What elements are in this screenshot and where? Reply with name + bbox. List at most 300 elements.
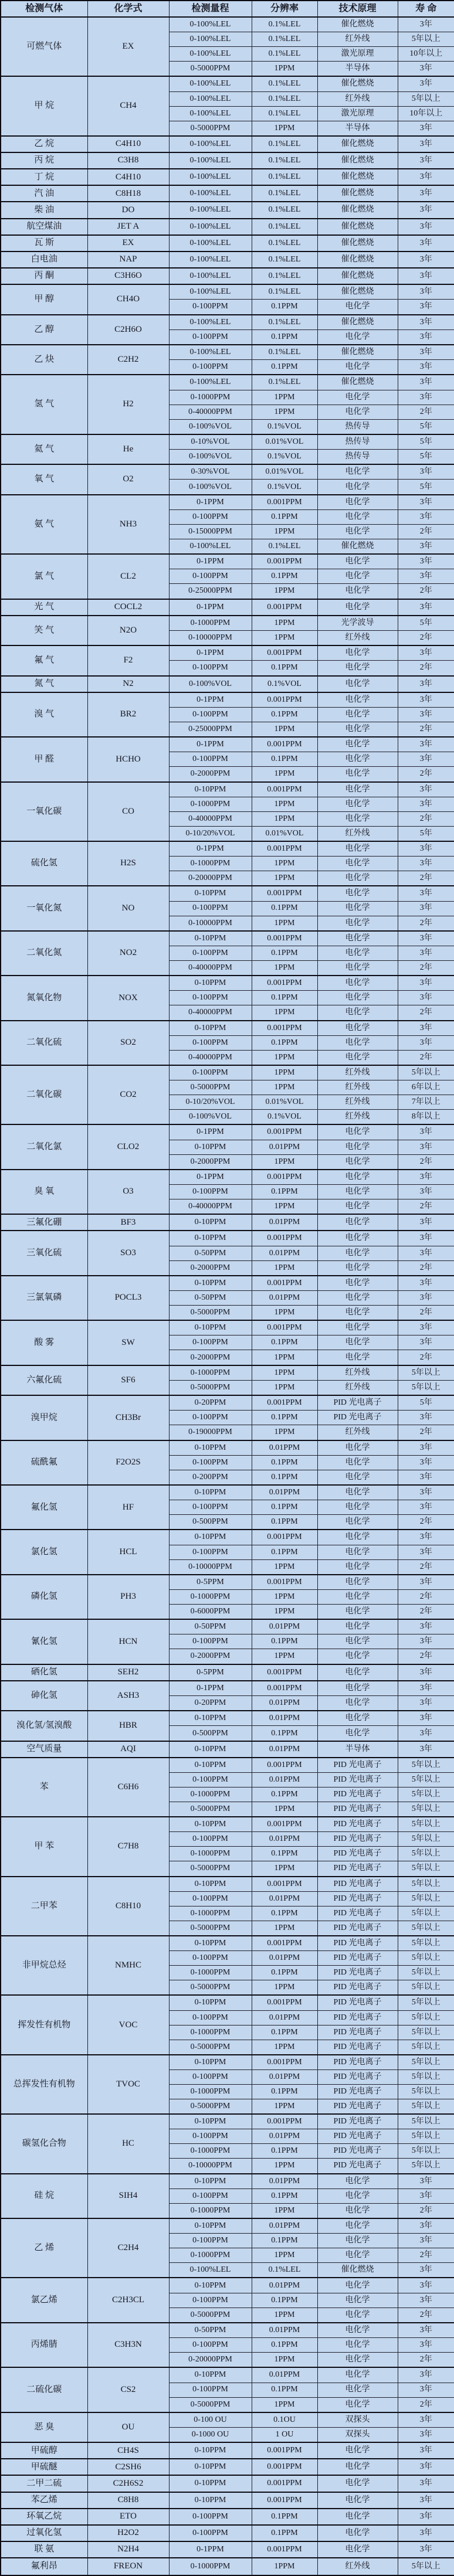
lifespan-cell: 3年 — [398, 1500, 454, 1515]
lifespan-cell: 2年 — [398, 1515, 454, 1530]
formula-cell: C2H6S2 — [87, 2475, 169, 2492]
gas-name-cell: 汽 油 — [1, 185, 87, 202]
gas-name-cell: 臭 氧 — [1, 1170, 87, 1214]
lifespan-cell: 3年 — [398, 185, 454, 202]
range-cell: 0-100 OU — [169, 2412, 252, 2428]
lifespan-cell: 3年 — [398, 17, 454, 32]
principle-cell: 电化学 — [317, 2188, 398, 2203]
range-cell: 0-100%LEL — [169, 47, 252, 62]
header-lifespan: 寿 命 — [398, 1, 454, 17]
range-cell: 0-1PPM — [169, 737, 252, 752]
principle-cell: 催化燃烧 — [317, 76, 398, 91]
range-cell: 0-100PPM — [169, 2525, 252, 2541]
resolution-cell: 0.1OU — [252, 2412, 317, 2428]
range-cell: 0-1PPM — [169, 1170, 252, 1185]
formula-cell: EX — [87, 235, 169, 252]
principle-cell: 电化学 — [317, 871, 398, 886]
gas-name-cell: 氮 气 — [1, 676, 87, 692]
lifespan-cell: 3年 — [398, 390, 454, 405]
lifespan-cell: 5年以上 — [398, 2085, 454, 2099]
range-cell: 0-20PPM — [169, 1696, 252, 1711]
range-cell: 0-1PPM — [169, 495, 252, 510]
formula-cell: C8H18 — [87, 185, 169, 202]
gas-name-cell: 二氧化碳 — [1, 1065, 87, 1124]
resolution-cell: 0.001PPM — [252, 1320, 317, 1335]
formula-cell: F2O2S — [87, 1440, 169, 1485]
principle-cell: 电化学 — [317, 1291, 398, 1306]
range-cell: 0-10PPM — [169, 1530, 252, 1545]
gas-name-cell: 氰化氢 — [1, 1619, 87, 1664]
resolution-cell: 1PPM — [252, 1802, 317, 1817]
gas-name-cell: 环氧乙烷 — [1, 2509, 87, 2525]
range-cell: 0-1000PPM — [169, 1787, 252, 1802]
resolution-cell: 1PPM — [252, 1080, 317, 1095]
header-row — [1, 1, 454, 17]
lifespan-cell: 3年 — [398, 2509, 454, 2525]
resolution-cell: 0.1%LEL — [252, 539, 317, 554]
range-cell: 0-10PPM — [169, 1021, 252, 1036]
resolution-cell: 0.01PPM — [252, 1891, 317, 1906]
lifespan-cell: 5年以上 — [398, 1758, 454, 1773]
resolution-cell: 0.1%LEL — [252, 17, 317, 32]
formula-cell: HCN — [87, 1619, 169, 1664]
formula-cell: NO2 — [87, 931, 169, 976]
gas-name-cell: 溴 气 — [1, 692, 87, 737]
resolution-cell: 0.1PPM — [252, 2025, 317, 2040]
formula-cell: FREON — [87, 2558, 169, 2575]
lifespan-cell: 3年 — [398, 886, 454, 901]
resolution-cell: 0.01PPM — [252, 1773, 317, 1787]
range-cell: 0-1PPM — [169, 599, 252, 616]
principle-cell: 电化学 — [317, 1306, 398, 1321]
resolution-cell: 0.1%VOL — [252, 419, 317, 434]
formula-cell: C2SH6 — [87, 2459, 169, 2475]
principle-cell: 电化学 — [317, 857, 398, 871]
resolution-cell: 0.1PPM — [252, 1847, 317, 1861]
resolution-cell: 0.001PPM — [252, 2055, 317, 2070]
range-cell: 0-100%LEL — [169, 345, 252, 360]
table-row — [1, 886, 454, 901]
lifespan-cell: 2年 — [398, 1050, 454, 1065]
lifespan-cell: 2年 — [398, 722, 454, 737]
lifespan-cell: 3年 — [398, 782, 454, 797]
resolution-cell: 0.01PPM — [252, 1619, 317, 1634]
formula-cell: CH4O — [87, 284, 169, 314]
range-cell: 0-1PPM — [169, 692, 252, 708]
range-cell: 0-1000PPM — [169, 2558, 252, 2575]
lifespan-cell: 3年 — [398, 752, 454, 767]
range-cell: 0-10PPM — [169, 2442, 252, 2459]
lifespan-cell: 3年 — [398, 901, 454, 916]
principle-cell: 电化学 — [317, 599, 398, 616]
resolution-cell: 0.01%VOL — [252, 434, 317, 450]
range-cell: 0-5000PPM — [169, 2040, 252, 2055]
lifespan-cell: 5年以上 — [398, 2558, 454, 2575]
range-cell: 0-10PPM — [169, 782, 252, 797]
formula-cell: CLO2 — [87, 1124, 169, 1169]
table-row — [1, 616, 454, 631]
table-row — [1, 1276, 454, 1291]
principle-cell: 电化学 — [317, 676, 398, 692]
range-cell: 0-1000PPM — [169, 2203, 252, 2218]
range-cell: 0-10PPM — [169, 1231, 252, 1246]
lifespan-cell: 3年 — [398, 315, 454, 330]
lifespan-cell: 8年以上 — [398, 1110, 454, 1125]
gas-name-cell: 氯 气 — [1, 554, 87, 599]
principle-cell: 催化燃烧 — [317, 219, 398, 235]
gas-name-cell: 氦 气 — [1, 434, 87, 464]
lifespan-cell: 3年 — [398, 121, 454, 136]
formula-cell: HF — [87, 1485, 169, 1530]
lifespan-cell: 3年 — [398, 1335, 454, 1350]
lifespan-cell: 3年 — [398, 2293, 454, 2307]
resolution-cell: 0.1PPM — [252, 569, 317, 584]
lifespan-cell: 3年 — [398, 76, 454, 91]
lifespan-cell: 3年 — [398, 1411, 454, 1425]
resolution-cell: 1PPM — [252, 2099, 317, 2115]
range-cell: 0-100%LEL — [169, 136, 252, 152]
range-cell: 0-1PPM — [169, 1124, 252, 1140]
range-cell: 0-10PPM — [169, 1758, 252, 1773]
range-cell: 0-5000PPM — [169, 1980, 252, 1996]
resolution-cell: 0.1PPM — [252, 1906, 317, 1921]
lifespan-cell: 5年以上 — [398, 2025, 454, 2040]
principle-cell: 催化燃烧 — [317, 17, 398, 32]
formula-cell: VOC — [87, 1995, 169, 2054]
lifespan-cell: 3年 — [398, 2442, 454, 2459]
principle-cell: 电化学 — [317, 797, 398, 811]
principle-cell: 电化学 — [317, 1035, 398, 1050]
lifespan-cell: 2年 — [398, 1605, 454, 1620]
formula-cell: SEH2 — [87, 1664, 169, 1681]
principle-cell: 电化学 — [317, 390, 398, 405]
principle-cell: 电化学 — [317, 661, 398, 676]
lifespan-cell: 5年以上 — [398, 1380, 454, 1395]
formula-cell: H2O2 — [87, 2525, 169, 2541]
lifespan-cell: 3年 — [398, 1664, 454, 1681]
resolution-cell: 0.001PPM — [252, 1877, 317, 1892]
resolution-cell: 0.01PPM — [252, 2323, 317, 2338]
table-row — [1, 1741, 454, 1758]
gas-name-cell: 光 气 — [1, 599, 87, 616]
resolution-cell: 0.001PPM — [252, 495, 317, 510]
table-row — [1, 782, 454, 797]
range-cell: 0-50PPM — [169, 1291, 252, 1306]
formula-cell: JET A — [87, 219, 169, 235]
principle-cell: 电化学 — [317, 1335, 398, 1350]
formula-cell: SO3 — [87, 1231, 169, 1275]
formula-cell: C2H2 — [87, 345, 169, 375]
lifespan-cell: 2年 — [398, 811, 454, 826]
lifespan-cell: 5年 — [398, 434, 454, 450]
lifespan-cell: 5年以上 — [398, 32, 454, 47]
range-cell: 0-100PPM — [169, 1545, 252, 1559]
formula-cell: SF6 — [87, 1365, 169, 1395]
principle-cell: 红外线 — [317, 1110, 398, 1125]
range-cell: 0-20PPM — [169, 1395, 252, 1411]
resolution-cell: 1PPM — [252, 1980, 317, 1996]
gas-name-cell: 瓦 斯 — [1, 235, 87, 252]
resolution-cell: 1PPM — [252, 1861, 317, 1877]
gas-name-cell: 三氟化硼 — [1, 1214, 87, 1231]
principle-cell: PID 光电离子 — [317, 1966, 398, 1980]
formula-cell: NO — [87, 886, 169, 930]
resolution-cell: 1PPM — [252, 871, 317, 886]
principle-cell: 电化学 — [317, 2475, 398, 2492]
resolution-cell: 0.1PPM — [252, 1634, 317, 1649]
lifespan-cell: 3年 — [398, 2278, 454, 2293]
table-row — [1, 692, 454, 708]
principle-cell: 电化学 — [317, 692, 398, 708]
range-cell: 0-1PPM — [169, 554, 252, 569]
principle-cell: 电化学 — [317, 1726, 398, 1741]
resolution-cell: 0.01PPM — [252, 1246, 317, 1260]
gas-name-cell: 总挥发性有机物 — [1, 2055, 87, 2114]
lifespan-cell: 5年以上 — [398, 2055, 454, 2070]
principle-cell: 催化燃烧 — [317, 136, 398, 152]
resolution-cell: 0.001PPM — [252, 782, 317, 797]
lifespan-cell: 5年以上 — [398, 1773, 454, 1787]
table-row — [1, 464, 454, 480]
formula-cell: NMHC — [87, 1936, 169, 1995]
lifespan-cell: 3年 — [398, 645, 454, 661]
range-cell: 0-100%LEL — [169, 268, 252, 284]
principle-cell: 电化学 — [317, 1590, 398, 1605]
lifespan-cell: 5年以上 — [398, 1891, 454, 1906]
resolution-cell: 0.01%VOL — [252, 826, 317, 841]
table-row — [1, 434, 454, 450]
principle-cell: 电化学 — [317, 960, 398, 976]
resolution-cell: 0.01PPM — [252, 1291, 317, 1306]
range-cell: 0-100PPM — [169, 2383, 252, 2397]
principle-cell: 电化学 — [317, 645, 398, 661]
range-cell: 0-100PPM — [169, 1773, 252, 1787]
gas-name-cell: 联 氨 — [1, 2541, 87, 2558]
principle-cell: 催化燃烧 — [317, 539, 398, 554]
formula-cell: NOX — [87, 976, 169, 1020]
gas-name-cell: 砷化氢 — [1, 1681, 87, 1711]
lifespan-cell: 3年 — [398, 2525, 454, 2541]
range-cell: 0-100PPM — [169, 1634, 252, 1649]
lifespan-cell: 5年 — [398, 826, 454, 841]
resolution-cell: 0.1PPM — [252, 1787, 317, 1802]
gas-name-cell: 二氧化氮 — [1, 931, 87, 976]
lifespan-cell: 3年 — [398, 2323, 454, 2338]
principle-cell: 红外线 — [317, 1095, 398, 1110]
lifespan-cell: 2年 — [398, 630, 454, 645]
gas-name-cell: 氯化氢 — [1, 1530, 87, 1574]
principle-cell: 激光原理 — [317, 106, 398, 121]
principle-cell: PID 光电离子 — [317, 2129, 398, 2144]
lifespan-cell: 2年 — [398, 524, 454, 539]
range-cell: 0-15000PPM — [169, 524, 252, 539]
principle-cell: 电化学 — [317, 916, 398, 931]
resolution-cell: 1PPM — [252, 121, 317, 136]
gas-name-cell: 乙 烯 — [1, 2218, 87, 2278]
formula-cell: SO2 — [87, 1021, 169, 1065]
lifespan-cell: 3年 — [398, 495, 454, 510]
lifespan-cell: 3年 — [398, 268, 454, 284]
principle-cell: 半导体 — [317, 62, 398, 77]
range-cell: 0-1000PPM — [169, 2248, 252, 2263]
resolution-cell: 0.001PPM — [252, 1995, 317, 2010]
lifespan-cell: 5年以上 — [398, 2040, 454, 2055]
range-cell: 0-100PPM — [169, 329, 252, 345]
resolution-cell: 0.001PPM — [252, 1575, 317, 1590]
principle-cell: 电化学 — [317, 2541, 398, 2558]
principle-cell: PID 光电离子 — [317, 1861, 398, 1877]
principle-cell: 电化学 — [317, 2525, 398, 2541]
table-row — [1, 2442, 454, 2459]
principle-cell: 红外线 — [317, 1065, 398, 1080]
resolution-cell: 1PPM — [252, 1380, 317, 1395]
resolution-cell: 0.1%LEL — [252, 106, 317, 121]
lifespan-cell: 2年 — [398, 1306, 454, 1321]
principle-cell: 催化燃烧 — [317, 268, 398, 284]
range-cell: 0-10PPM — [169, 2218, 252, 2234]
header-range: 检测量程 — [169, 1, 252, 17]
lifespan-cell: 3年 — [398, 2188, 454, 2203]
resolution-cell: 0.1%VOL — [252, 450, 317, 465]
formula-cell: He — [87, 434, 169, 464]
range-cell: 0-1000PPM — [169, 2144, 252, 2159]
lifespan-cell: 3年 — [398, 991, 454, 1005]
lifespan-cell: 2年 — [398, 1649, 454, 1664]
resolution-cell: 0.001PPM — [252, 1681, 317, 1696]
formula-cell: C2H6O — [87, 315, 169, 345]
table-row — [1, 1365, 454, 1381]
principle-cell: 催化燃烧 — [317, 235, 398, 252]
principle-cell: 电化学 — [317, 2323, 398, 2338]
principle-cell: 电化学 — [317, 1154, 398, 1170]
principle-cell: 红外线 — [317, 826, 398, 841]
range-cell: 0-100%LEL — [169, 91, 252, 106]
principle-cell: 半导体 — [317, 121, 398, 136]
range-cell: 0-100PPM — [169, 2234, 252, 2248]
principle-cell: 电化学 — [317, 1530, 398, 1545]
gas-name-cell: 酸 雾 — [1, 1320, 87, 1365]
principle-cell: 电化学 — [317, 991, 398, 1005]
formula-cell: C6H6 — [87, 1758, 169, 1817]
resolution-cell: 1PPM — [252, 2307, 317, 2323]
table-row — [1, 1619, 454, 1634]
resolution-cell: 0.1%LEL — [252, 375, 317, 390]
gas-name-cell: 氧 气 — [1, 464, 87, 494]
lifespan-cell: 3年 — [398, 1696, 454, 1711]
gas-name-cell: 二氧化硫 — [1, 1021, 87, 1065]
range-cell: 0-100PPM — [169, 1065, 252, 1080]
resolution-cell: 0.1PPM — [252, 661, 317, 676]
principle-cell: 电化学 — [317, 2353, 398, 2368]
range-cell: 0-5000PPM — [169, 62, 252, 77]
resolution-cell: 0.1%LEL — [252, 219, 317, 235]
resolution-cell: 0.01%VOL — [252, 464, 317, 480]
resolution-cell: 0.1%LEL — [252, 32, 317, 47]
table-row — [1, 1485, 454, 1500]
table-row — [1, 2114, 454, 2129]
table-row — [1, 219, 454, 235]
range-cell: 0-10000PPM — [169, 2159, 252, 2174]
principle-cell: 红外线 — [317, 1365, 398, 1381]
range-cell: 0-200PPM — [169, 1470, 252, 1485]
gas-name-cell: 乙 烷 — [1, 136, 87, 152]
lifespan-cell: 2年 — [398, 2353, 454, 2368]
principle-cell: 催化燃烧 — [317, 169, 398, 185]
range-cell: 0-10PPM — [169, 1140, 252, 1154]
range-cell: 0-10PPM — [169, 2114, 252, 2129]
resolution-cell: 1PPM — [252, 524, 317, 539]
resolution-cell: 0.001PPM — [252, 2442, 317, 2459]
resolution-cell: 0.001PPM — [252, 976, 317, 991]
resolution-cell: 0.1PPM — [252, 2234, 317, 2248]
lifespan-cell: 3年 — [398, 2412, 454, 2428]
range-cell: 0-100PPM — [169, 1455, 252, 1470]
lifespan-cell: 3年 — [398, 797, 454, 811]
range-cell: 0-40000PPM — [169, 1005, 252, 1021]
range-cell: 0-5000PPM — [169, 1380, 252, 1395]
range-cell: 0-40000PPM — [169, 1050, 252, 1065]
resolution-cell: 0.1PPM — [252, 752, 317, 767]
principle-cell: 电化学 — [317, 2442, 398, 2459]
range-cell: 0-100%LEL — [169, 284, 252, 300]
table-row — [1, 1936, 454, 1951]
resolution-cell: 0.1%VOL — [252, 1110, 317, 1125]
lifespan-cell: 3年 — [398, 539, 454, 554]
table-row — [1, 1065, 454, 1080]
range-cell: 0-100PPM — [169, 1891, 252, 1906]
principle-cell: 电化学 — [317, 2203, 398, 2218]
principle-cell: 电化学 — [317, 1515, 398, 1530]
lifespan-cell: 5年以上 — [398, 1847, 454, 1861]
principle-cell: 电化学 — [317, 1276, 398, 1291]
principle-cell: 电化学 — [317, 1005, 398, 1021]
lifespan-cell: 5年以上 — [398, 2099, 454, 2115]
principle-cell: 电化学 — [317, 495, 398, 510]
principle-cell: 电化学 — [317, 2248, 398, 2263]
range-cell: 0-100%LEL — [169, 32, 252, 47]
formula-cell: COCL2 — [87, 599, 169, 616]
lifespan-cell: 5年以上 — [398, 2070, 454, 2085]
principle-cell: 电化学 — [317, 509, 398, 524]
lifespan-cell: 3年 — [398, 707, 454, 722]
resolution-cell: 1PPM — [252, 1350, 317, 1365]
resolution-cell: 0.1%LEL — [252, 345, 317, 360]
range-cell: 0-10/20%VOL — [169, 1095, 252, 1110]
table-row — [1, 1758, 454, 1773]
range-cell: 0-5000PPM — [169, 1921, 252, 1936]
range-cell: 0-100%VOL — [169, 1110, 252, 1125]
principle-cell: 电化学 — [317, 841, 398, 857]
principle-cell: PID 光电离子 — [317, 1411, 398, 1425]
principle-cell: 电化学 — [317, 931, 398, 946]
gas-name-cell: 二硫化碳 — [1, 2367, 87, 2412]
lifespan-cell: 2年 — [398, 405, 454, 419]
lifespan-cell: 3年 — [398, 841, 454, 857]
resolution-cell: 1PPM — [252, 2040, 317, 2055]
table-row — [1, 1214, 454, 1231]
formula-cell: NH3 — [87, 495, 169, 554]
lifespan-cell: 3年 — [398, 2367, 454, 2383]
principle-cell: 电化学 — [317, 2459, 398, 2475]
resolution-cell: 0.001PPM — [252, 1530, 317, 1545]
principle-cell: 电化学 — [317, 1185, 398, 1199]
resolution-cell: 0.1PPM — [252, 2144, 317, 2159]
principle-cell: 电化学 — [317, 752, 398, 767]
range-cell: 0-100%LEL — [169, 252, 252, 268]
range-cell: 0-10PPM — [169, 1936, 252, 1951]
lifespan-cell: 3年 — [398, 569, 454, 584]
principle-cell: 催化燃烧 — [317, 284, 398, 300]
